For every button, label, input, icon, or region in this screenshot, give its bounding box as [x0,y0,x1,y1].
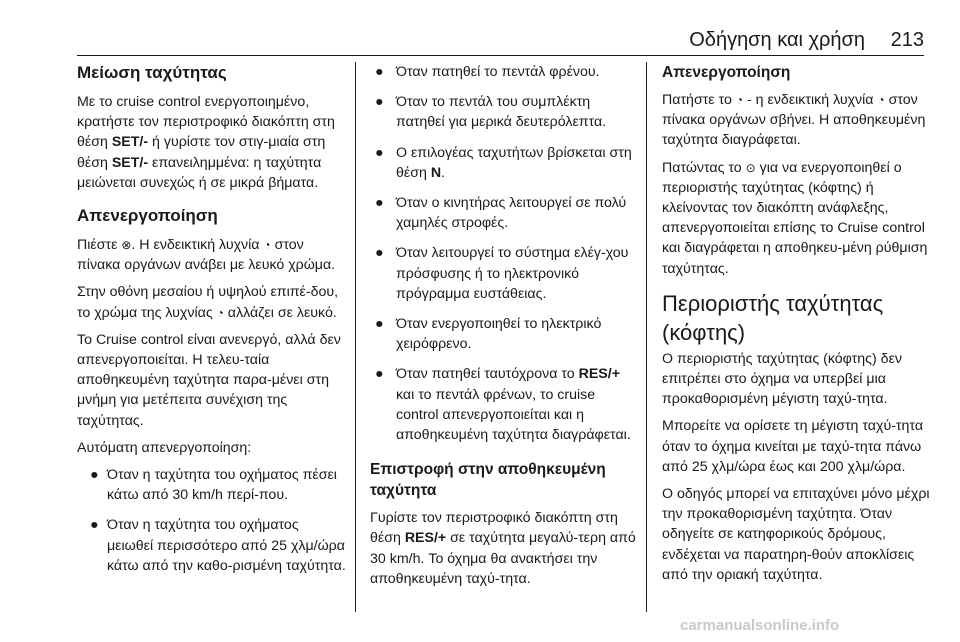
list-item: ● Ο επιλογέας ταχυτήτων βρίσκεται στη θέση N. [375,144,632,181]
paragraph: Γυρίστε τον περιστροφικό διακόπτη στη θέση RES/+ σε ταχύτητα μεγαλύ-τερη από 30 km/h. Το όχημα θα ανακτήσει την αποθηκευμένη ταχύ-τητα. [370,510,636,587]
paragraph: Πατήστε το ◔ - η ενδεικτική λυχνία ◔ στον πίνακα οργάνων σβήνει. Η αποθηκευμένη ταχύτητα διαγράφεται. [662,92,926,149]
page-number: 213 [890,29,924,51]
column-2 [370,62,640,596]
list-item: ● Όταν το πεντάλ του συμπλέκτη πατηθεί για μερικά δευτερόλεπτα. [375,94,607,131]
cruise-control-icon: ◔ [877,93,885,107]
list-item: ● Όταν η ταχύτητα του οχήματος μειωθεί περισσότερο από 25 χλμ/ώρα κάτω από την καθο-ρισμένη ταχύτητα. [90,517,346,574]
column-3 [662,62,930,592]
list-item: ● Όταν ενεργοποιηθεί το ηλεκτρικό χειρόφρενο. [375,316,602,353]
list-item: ● Όταν πατηθεί ταυτόχρονα το RES/+ και το πεντάλ φρένων, το cruise control απενεργοποιείται και η αποθηκευμένη ταχύτητα διαγράφεται. [375,366,631,444]
heading-deactivation: Απενεργοποίηση [662,64,791,81]
cruise-control-icon: ◔ [263,238,271,253]
cancel-cruise-icon: ⊗ [121,238,132,253]
paragraph: Στην οθόνη μεσαίου ή υψηλού επιπέ-δου, το χρώμα της λυχνίας ◔ αλλάζει σε λευκό. [77,282,347,322]
heading-deactivation: Απενεργοποίηση [77,206,218,226]
paragraph: Πατώντας το ⊙ για να ενεργοποιηθεί ο περιοριστής ταχύτητας (κόφτης) ή κλείνοντας τον διακόπτη ανάφλεξης, απενεργοποιείται επίσης το Cruise control και διαγράφεται η αποθηκευ-μένη ρύθμιση ταχύτητας. [662,159,928,277]
speed-limiter-icon: ⊙ [745,160,756,175]
watermark: carmanualsonline.info [680,617,840,634]
list-item: ● Όταν ο κινητήρας λειτουργεί σε πολύ χαμηλές στροφές. [375,195,627,232]
column-1 [77,62,347,586]
paragraph: Αυτόματη απενεργοποίηση: [77,439,252,456]
paragraph: Ο οδηγός μπορεί να επιταχύνει μόνο μέχρι την προκαθορισμένη ταχύτητα. Όταν οδηγείτε σε κατηφορικούς δρόμους, ενδέχεται να παρατηρη-θούν αποκλίσεις από την οριακή ταχύτητα. [662,486,930,583]
paragraph: Ο περιοριστής ταχύτητας (κόφτης) δεν επιτρέπει στο όχημα να υπερβεί μια προκαθορισμένη μέγιστη ταχύ-τητα. [662,350,902,408]
heading-speed-limiter: Περιοριστής ταχύτητας (κόφτης) [662,290,884,345]
list-item: ● Όταν πατηθεί το πεντάλ φρένου. [375,64,600,80]
auto-deactivation-list [85,465,347,576]
paragraph: Μπορείτε να ορίσετε τη μέγιστη ταχύ-τητα όταν το όχημα κινείται με ταχύ-τητα πάνω από 25 χλμ/ώρα έως και 200 χλμ/ώρα. [662,418,924,475]
heading-speed-decrease: Μείωση ταχύτητας [77,63,227,82]
heading-return-to-stored-speed: Επιστροφή στην αποθηκευμένη ταχύτητα [370,461,606,500]
page-header [0,0,960,54]
section-title: Οδήγηση και χρήση [689,29,865,51]
column-divider [646,62,647,612]
paragraph: Το Cruise control είναι ανενεργό, αλλά δεν απενεργοποιείται. Η τελευ-ταία αποθηκευμένη ταχύτητα παρα-μένει στη μνήμη για μετέπειτα συνέχιση της ταχύτητας. [77,331,341,429]
list-item: ● Όταν λειτουργεί το σύστημα ελέγ-χου πρόσφυσης ή το ηλεκτρονικό πρόγραμμα ευστάθειας. [375,245,629,302]
cruise-control-icon: ◔ [216,305,224,320]
paragraph: Πιέστε ⊗. Η ενδεικτική λυχνία ◔ στον πίνακα οργάνων ανάβει με λευκό χρώμα. [77,237,336,274]
header-rule [77,55,924,56]
column-divider [355,62,356,612]
cruise-control-icon: ◔ [735,93,744,107]
paragraph: Με το cruise control ενεργοποιημένο, κρατήστε τον περιστροφικό διακόπτη στη θέση SET/- ή γυρίστε τον στιγ-μιαία στη θέση SET/- επανειλημμένα: η ταχύτητα μειώνεται συνεχώς ή σε μικρά βήματα. [77,94,335,191]
list-item: ● Όταν η ταχύτητα του οχήματος πέσει κάτω από 30 km/h περί-που. [90,467,337,504]
deactivation-list [370,62,640,445]
